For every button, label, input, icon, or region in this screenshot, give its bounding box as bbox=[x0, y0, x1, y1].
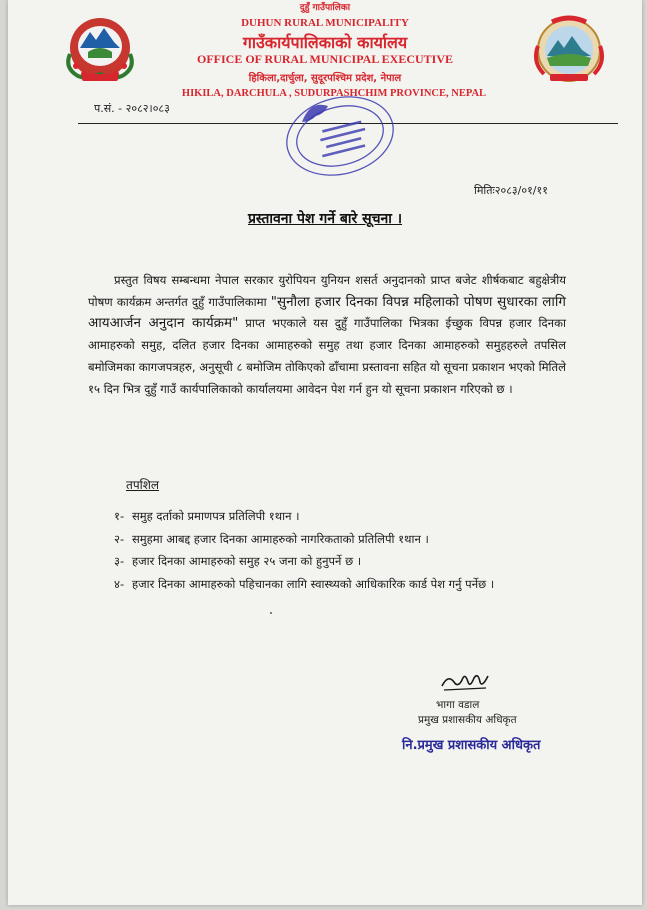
header-top-partial: दुहुँ गाउँपालिका bbox=[299, 3, 351, 13]
signatory-stamp: नि.प्रमुख प्रशासकीय अधिकृत bbox=[402, 738, 541, 753]
body-part-1: प्रस्तुत विषय सम्बन्धमा नेपाल सरकार युरोपियन युनियन शसर्त अनुदानको प्राप्त बजेट शीर्षकबाट बहुक्षेत्रीय पोषण कार्यक्रम अन्तर्गत दुहुँ गाउँपालिकामा bbox=[88, 273, 566, 309]
program-name: "सुनौला हजार दिनका विपन्न महिलाको पोषण सुधारका लागि आयआर्जन अनुदान कार्यक्रम" bbox=[88, 293, 567, 332]
list-item bbox=[114, 505, 584, 528]
list-item-number: २- bbox=[114, 531, 125, 546]
address-np: हिकिला,दार्चुला, सुदूरपश्चिम प्रदेश, नेपाल bbox=[248, 73, 402, 84]
list-item-text: समुह दर्ताको प्रमाणपत्र प्रतिलिपी १थान । bbox=[132, 509, 300, 523]
list-item-number: ३- bbox=[114, 554, 125, 568]
list-item bbox=[114, 573, 584, 596]
municipality-name-en: DUHUN RURAL MUNICIPALITY bbox=[241, 17, 409, 29]
notice-body bbox=[88, 270, 566, 400]
office-name-en: OFFICE OF RURAL MUNICIPAL EXECUTIVE bbox=[196, 52, 454, 66]
issue-date: मितिः२०८३/०१/११ bbox=[474, 184, 548, 197]
paper-speck bbox=[270, 612, 272, 614]
list-heading: तपशिल bbox=[126, 478, 160, 492]
office-stamp-icon bbox=[280, 92, 400, 182]
list-item-text: हजार दिनका आमाहरुको समुह २५ जना को हुनुपर्ने छ । bbox=[132, 554, 362, 568]
requirements-list bbox=[114, 505, 584, 595]
list-item-number: ४- bbox=[114, 576, 125, 591]
reference-number: प.सं. - २०८२।०८३ bbox=[94, 102, 170, 115]
list-item-text: हजार दिनका आमाहरुको पहिचानका लागि स्वास्थ्यको आधिकारिक कार्ड पेश गर्नु पर्नेछ । bbox=[132, 576, 495, 591]
list-item-number: १- bbox=[114, 509, 125, 523]
notice-title: प्रस्तावना पेश गर्ने बारे सूचना । bbox=[247, 211, 403, 227]
list-item bbox=[114, 528, 584, 551]
list-item bbox=[114, 550, 584, 573]
address-en: HIKILA, DARCHULA , SUDURPASHCHIM PROVINCE, NEPAL bbox=[181, 88, 487, 99]
document-page bbox=[8, 0, 642, 905]
body-part-2: प्राप्त भएकाले यस दुहुँ गाउँपालिका भित्रका ईच्छुक विपन्न हजार दिनका आमाहरुको समुह, दलित हजार दिनका आमाहरुको समुह तथा हजार दिनका आमाहरुको समुहहरुले तपसिल बमोजिमका कागजपत्रहरु, अनुसूची ८ बमोजिम तोकिएको ढाँचामा प्रस्तावना सहित यो सूचना प्रकाशन भएको मितिले १५ दिन भित्र दुहुँ गाउँ कार्यपालिकाको कार्यालयमा आवेदन पेश गर्न हुन यो सूचना प्रकाशन गरिएको छ । bbox=[88, 316, 566, 396]
office-name-np: गाउँकार्यपालिकाको कार्यालय bbox=[242, 33, 408, 52]
signatory-name: भागा वडाल bbox=[436, 699, 480, 711]
signature-icon bbox=[438, 668, 492, 694]
signatory-role: प्रमुख प्रशासकीय अधिकृत bbox=[418, 714, 517, 726]
list-item-text: समुहमा आबद्द हजार दिनका आमाहरुको नागरिकताको प्रतिलिपी १थान । bbox=[132, 531, 429, 546]
